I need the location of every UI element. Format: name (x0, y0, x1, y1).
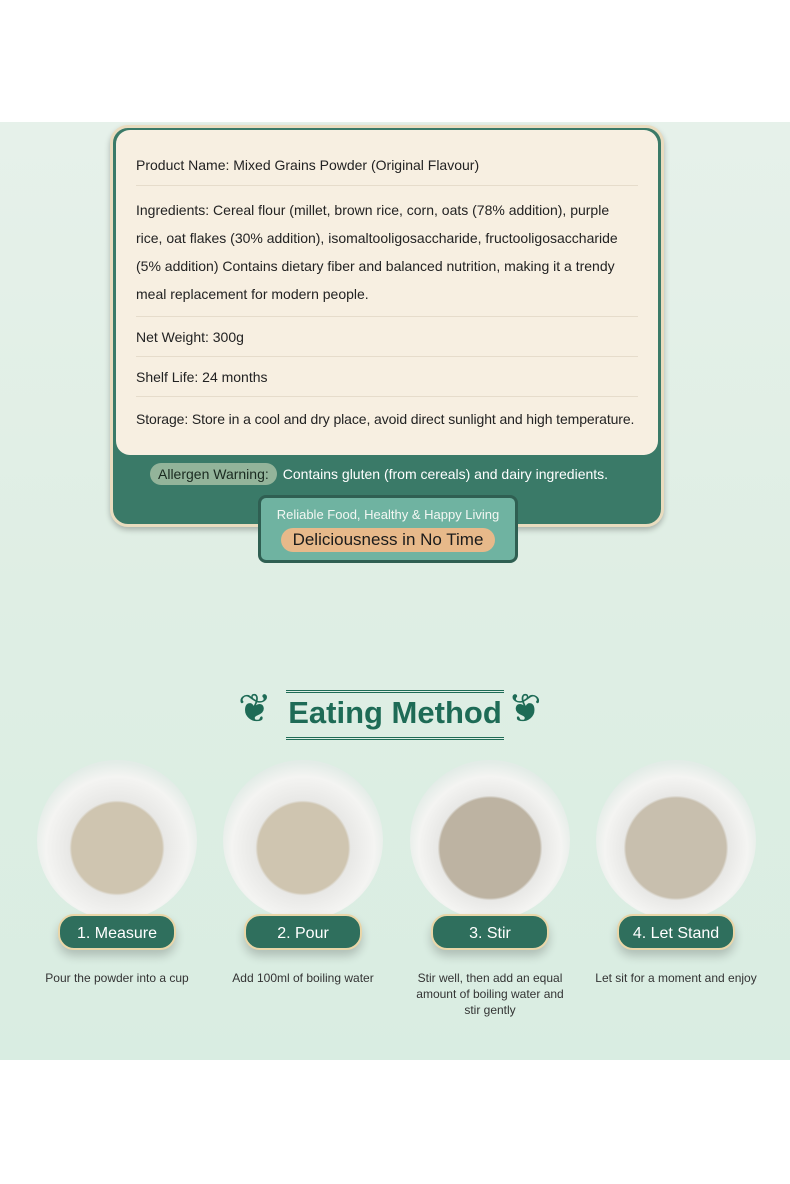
bowl-pour-image (223, 760, 383, 920)
step-let-stand (583, 760, 769, 986)
bowl-ready-image (596, 760, 756, 920)
step-stir (397, 760, 583, 1018)
step-measure (24, 760, 210, 986)
slogan: Deliciousness in No Time (281, 528, 496, 552)
bowl-stir-image (410, 760, 570, 920)
product-info-panel (116, 130, 658, 455)
shelf-life: Shelf Life: 24 months (136, 357, 638, 397)
allergen-text: Contains gluten (from cereals) and dairy ingredients. (282, 466, 609, 482)
step-desc: Pour the powder into a cup (45, 971, 189, 985)
storage: Storage: Store in a cool and dry place, avoid direct sunlight and high temperature. (136, 411, 635, 427)
leaf-left-icon: ❦ (238, 687, 272, 731)
step-label: 2. Pour (244, 914, 362, 950)
section-title: Eating Method (0, 690, 790, 740)
step-label: 3. Stir (431, 914, 549, 950)
leaf-right-icon: ❦ (508, 687, 542, 731)
step-label: 1. Measure (58, 914, 176, 950)
allergen-label: Allergen Warning: (150, 463, 277, 485)
step-label: 4. Let Stand (617, 914, 735, 950)
bowl-powder-image (37, 760, 197, 920)
allergen-warning (150, 466, 608, 482)
step-pour (210, 760, 396, 986)
net-weight: Net Weight: 300g (136, 317, 638, 357)
step-desc: Let sit for a moment and enjoy (595, 971, 757, 985)
step-desc: Stir well, then add an equal amount of boiling water and stir gently (416, 971, 564, 1017)
step-desc: Add 100ml of boiling water (232, 971, 374, 985)
ingredients: Ingredients: Cereal flour (millet, brown rice, corn, oats (78% addition), purple rice, oat flakes (30% addition), isomaltooligosaccharide, fructooligosaccharide (5% addition) Contains dietary fiber and balanced nutrition, making it a trendy meal replacement for modern people. (136, 186, 638, 317)
product-name: Product Name: Mixed Grains Powder (Original Flavour) (136, 130, 638, 186)
slogan-banner (258, 495, 518, 563)
tagline: Reliable Food, Healthy & Happy Living (276, 507, 500, 522)
